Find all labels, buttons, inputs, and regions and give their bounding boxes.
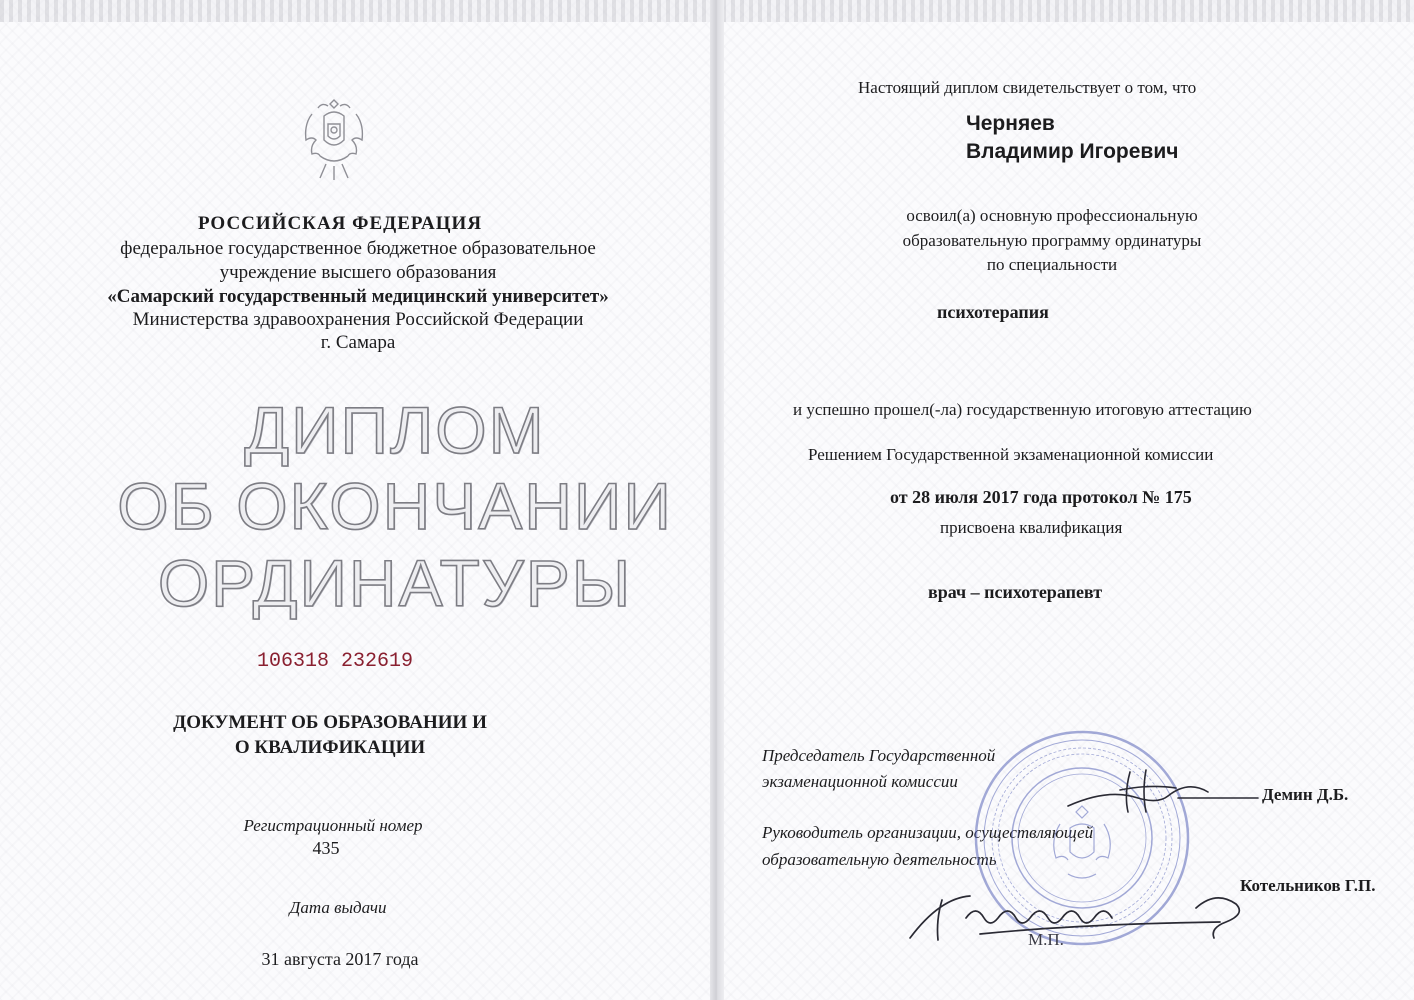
intro-text: Настоящий диплом свидетельствует о том, что: [858, 78, 1197, 97]
commission-text: Решением Государственной экзаменационной комиссии: [808, 445, 1214, 464]
chair-label-line-2: экзаменационной комиссии: [762, 772, 958, 791]
graduate-given-names: Владимир Игоревич: [966, 140, 1179, 163]
ministry-line: Министерства здравоохранения Российской Федерации: [132, 309, 584, 330]
document-type-line-1: ДОКУМЕНТ ОБ ОБРАЗОВАНИИ И: [173, 712, 487, 733]
attestation-text: и успешно прошел(-ла) государственную итоговую аттестацию: [793, 400, 1252, 419]
org-line-1: федеральное государственное бюджетное образовательное: [120, 238, 596, 259]
diploma-serial-number: 106318 232619: [256, 650, 414, 673]
seal-place-mark: М.П.: [1028, 930, 1064, 949]
specialty-value: психотерапия: [937, 302, 1049, 322]
document-type-line-2: О КВАЛИФИКАЦИИ: [234, 737, 426, 758]
issue-date-label: Дата выдачи: [289, 898, 387, 917]
diploma-title-line-1: ДИПЛОМ: [244, 393, 546, 467]
head-signature-icon: [900, 878, 1260, 950]
registration-label: Регистрационный номер: [243, 816, 423, 835]
qualification-label: присвоена квалификация: [940, 518, 1123, 537]
program-line-2: образовательную программу ординатуры: [902, 231, 1202, 250]
country-title: РОССИЙСКАЯ ФЕДЕРАЦИЯ: [197, 213, 483, 234]
head-label-line-2: образовательную деятельность: [762, 850, 997, 869]
chair-label-line-1: Председатель Государственной: [762, 746, 996, 765]
coat-of-arms-icon: [298, 94, 370, 186]
registration-number: 435: [312, 838, 340, 858]
graduate-surname: Черняев: [966, 112, 1055, 135]
protocol-text: от 28 июля 2017 года протокол № 175: [890, 487, 1192, 507]
qualification-value: врач – психотерапевт: [928, 582, 1103, 602]
head-label-line-1: Руководитель организации, осуществляющей: [762, 823, 1094, 842]
org-line-2: учреждение высшего образования: [219, 262, 497, 283]
right-page-edge-pattern: [722, 0, 1414, 22]
chair-name: Демин Д.Б.: [1262, 785, 1349, 804]
university-name: «Самарский государственный медицинский университет»: [107, 286, 609, 307]
program-line-3: по специальности: [986, 255, 1118, 274]
left-page-edge-pattern: [0, 0, 712, 22]
city-line: г. Самара: [320, 332, 396, 353]
issue-date-value: 31 августа 2017 года: [261, 949, 419, 969]
chair-signature-icon: [1060, 762, 1260, 820]
head-name: Котельников Г.П.: [1240, 876, 1376, 895]
program-line-1: освоил(а) основную профессиональную: [906, 206, 1198, 225]
diploma-title-line-3: ОРДИНАТУРЫ: [157, 546, 633, 620]
diploma-title-line-2: ОБ ОКОНЧАНИИ: [117, 469, 673, 543]
